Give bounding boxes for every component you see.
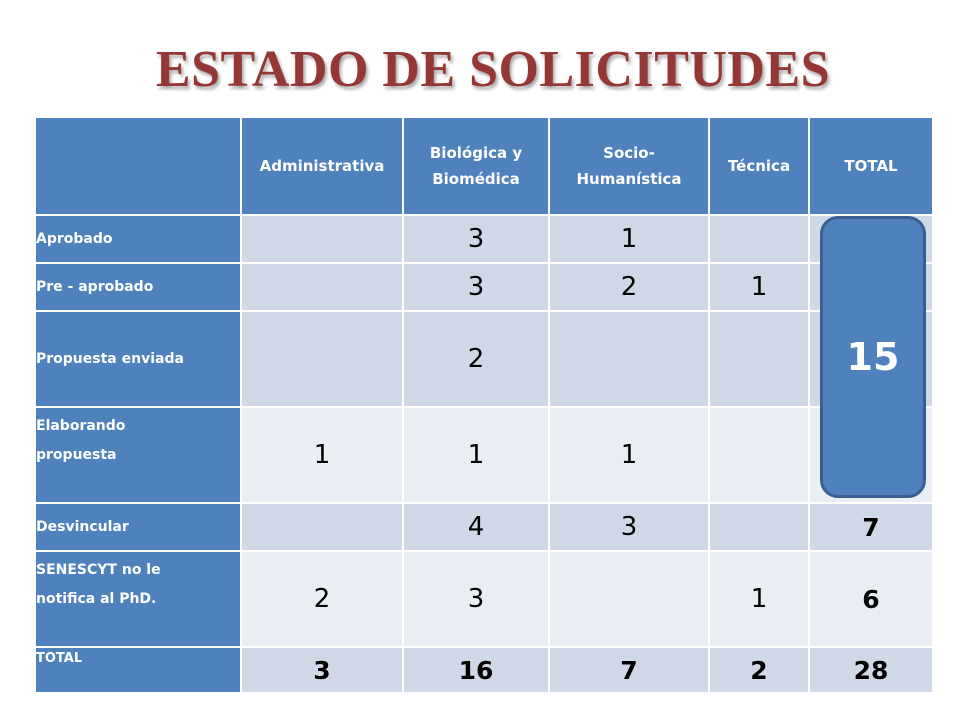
table-cell: 16: [403, 647, 549, 693]
table-row: [35, 311, 933, 407]
table-row: [35, 215, 933, 263]
header-biologica: [403, 117, 549, 215]
header-administrativa: Administrativa: [241, 117, 403, 215]
table-cell: 2: [549, 263, 709, 311]
header-tecnica: Técnica: [709, 117, 809, 215]
table-cell: 4: [403, 503, 549, 551]
table-row-total: [35, 647, 933, 693]
table-cell: 2: [241, 551, 403, 647]
table-row: [35, 551, 933, 647]
table-cell: 1: [241, 407, 403, 503]
table-cell: 1: [403, 407, 549, 503]
table-row: [35, 407, 933, 503]
table-cell: [709, 503, 809, 551]
table-cell: [549, 311, 709, 407]
table-cell: 1: [709, 263, 809, 311]
table-cell: 7: [549, 647, 709, 693]
table-cell: [241, 503, 403, 551]
table-cell: 6: [809, 551, 933, 647]
row-label: Elaborando propuesta: [35, 407, 241, 503]
table-cell: [241, 263, 403, 311]
table-cell: 3: [549, 503, 709, 551]
table-cell: [241, 215, 403, 263]
table-cell: 1: [709, 551, 809, 647]
header-socio-humanistica: [549, 117, 709, 215]
table-cell: 7: [809, 503, 933, 551]
table-header-row: [35, 117, 933, 215]
row-label: SENESCYT no le notifica al PhD.: [35, 551, 241, 647]
table-cell: [241, 311, 403, 407]
table-cell: 1: [549, 407, 709, 503]
row-label: Aprobado: [35, 215, 241, 263]
merged-total-badge: 15: [820, 216, 926, 498]
row-label: TOTAL: [35, 647, 241, 693]
page-title: ESTADO DE SOLICITUDES: [155, 41, 831, 98]
table-cell: 3: [403, 215, 549, 263]
table-row: [35, 263, 933, 311]
row-label: Propuesta enviada: [35, 311, 241, 407]
header-socio-label: Socio- Humanística: [576, 144, 682, 188]
table-cell: 2: [403, 311, 549, 407]
row-label: Pre - aprobado: [35, 263, 241, 311]
table-row: [35, 503, 933, 551]
table-cell: [549, 551, 709, 647]
table-cell: 3: [403, 263, 549, 311]
header-biologica-label: Biológica y Biomédica: [429, 144, 523, 188]
header-total: TOTAL: [809, 117, 933, 215]
table-cell: 3: [403, 551, 549, 647]
table-cell: 2: [709, 647, 809, 693]
table-cell: [709, 407, 809, 503]
table-cell: [709, 215, 809, 263]
table-cell: 1: [549, 215, 709, 263]
table-cell: 28: [809, 647, 933, 693]
row-label: Desvincular: [35, 503, 241, 551]
requests-table: [34, 116, 934, 694]
table-cell: 3: [241, 647, 403, 693]
header-cell-empty: [35, 117, 241, 215]
table-cell: [709, 311, 809, 407]
